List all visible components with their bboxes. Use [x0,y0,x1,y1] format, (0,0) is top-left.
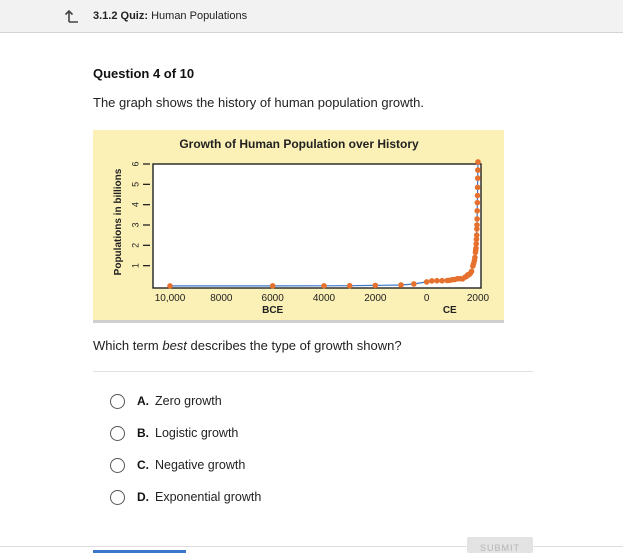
option-c[interactable] [110,454,245,476]
data-point [474,216,480,222]
y-tick-label: 4 [130,202,141,208]
activity-title: Human Populations [151,10,248,22]
x-tick-label: 8000 [210,293,233,304]
data-point [167,283,173,289]
x-tick-label: 0 [423,293,430,304]
x-tick-label: 2000 [364,293,387,304]
y-tick-label: 6 [130,161,141,167]
data-point [429,278,435,284]
chart-title: Growth of Human Population over History [179,137,419,151]
population-chart [93,130,504,320]
option-d[interactable] [110,486,261,508]
option-label: Zero growth [155,394,222,408]
emphasis-best: best [162,338,187,353]
data-point [475,185,481,191]
option-letter: A. [137,394,149,408]
top-bar [0,0,623,33]
breadcrumb [93,10,247,22]
data-point [434,278,440,284]
x-tick-label: 4000 [312,293,336,304]
y-tick-label: 5 [130,181,141,187]
data-point [475,159,481,165]
option-b[interactable] [110,422,238,444]
era-label: CE [442,305,457,316]
data-point [474,222,480,228]
data-point [321,283,327,289]
option-label: Negative growth [155,458,246,472]
option-letter: B. [137,426,149,440]
y-axis-label: Populations in billions [113,168,124,276]
x-tick-label: 6000 [261,293,284,304]
radio-button-a[interactable] [110,394,125,409]
chart-svg [93,130,504,320]
y-tick-label: 2 [130,242,141,248]
option-label: Logistic growth [155,426,239,440]
radio-button-c[interactable] [110,458,125,473]
data-point [475,175,481,181]
x-tick-label: 10,000 [154,293,186,304]
back-arrow-icon[interactable] [64,8,80,24]
data-point [469,269,475,275]
option-label: Exponential growth [155,490,262,504]
question-counter: Question 4 of 10 [93,66,195,81]
data-point [373,283,379,289]
y-tick-label: 1 [130,263,141,269]
data-point [472,255,478,261]
era-label: BCE [262,305,284,316]
data-point [439,278,445,284]
radio-button-d[interactable] [110,490,125,505]
data-point [347,283,353,289]
activity-kind: Quiz: [120,10,149,22]
data-point [424,279,430,285]
plot-area [153,164,481,288]
divider [93,371,533,372]
data-point [411,281,417,287]
submit-button[interactable]: SUBMIT [467,537,533,553]
question-prompt: Which term best describes the type of growth shown? [93,338,402,353]
data-point [398,282,404,288]
option-letter: D. [137,490,149,504]
data-point [475,167,481,173]
data-point [475,193,481,199]
data-point [474,208,480,214]
data-point [474,232,480,238]
question-text: The graph shows the history of human population growth. [93,95,424,110]
radio-button-b[interactable] [110,426,125,441]
data-point [475,200,481,206]
section-number: 3.1.2 [93,10,118,22]
y-tick-label: 3 [130,222,141,228]
x-tick-label: 2000 [466,293,490,304]
data-point [270,283,276,289]
option-letter: C. [137,458,149,472]
option-a[interactable] [110,390,222,412]
